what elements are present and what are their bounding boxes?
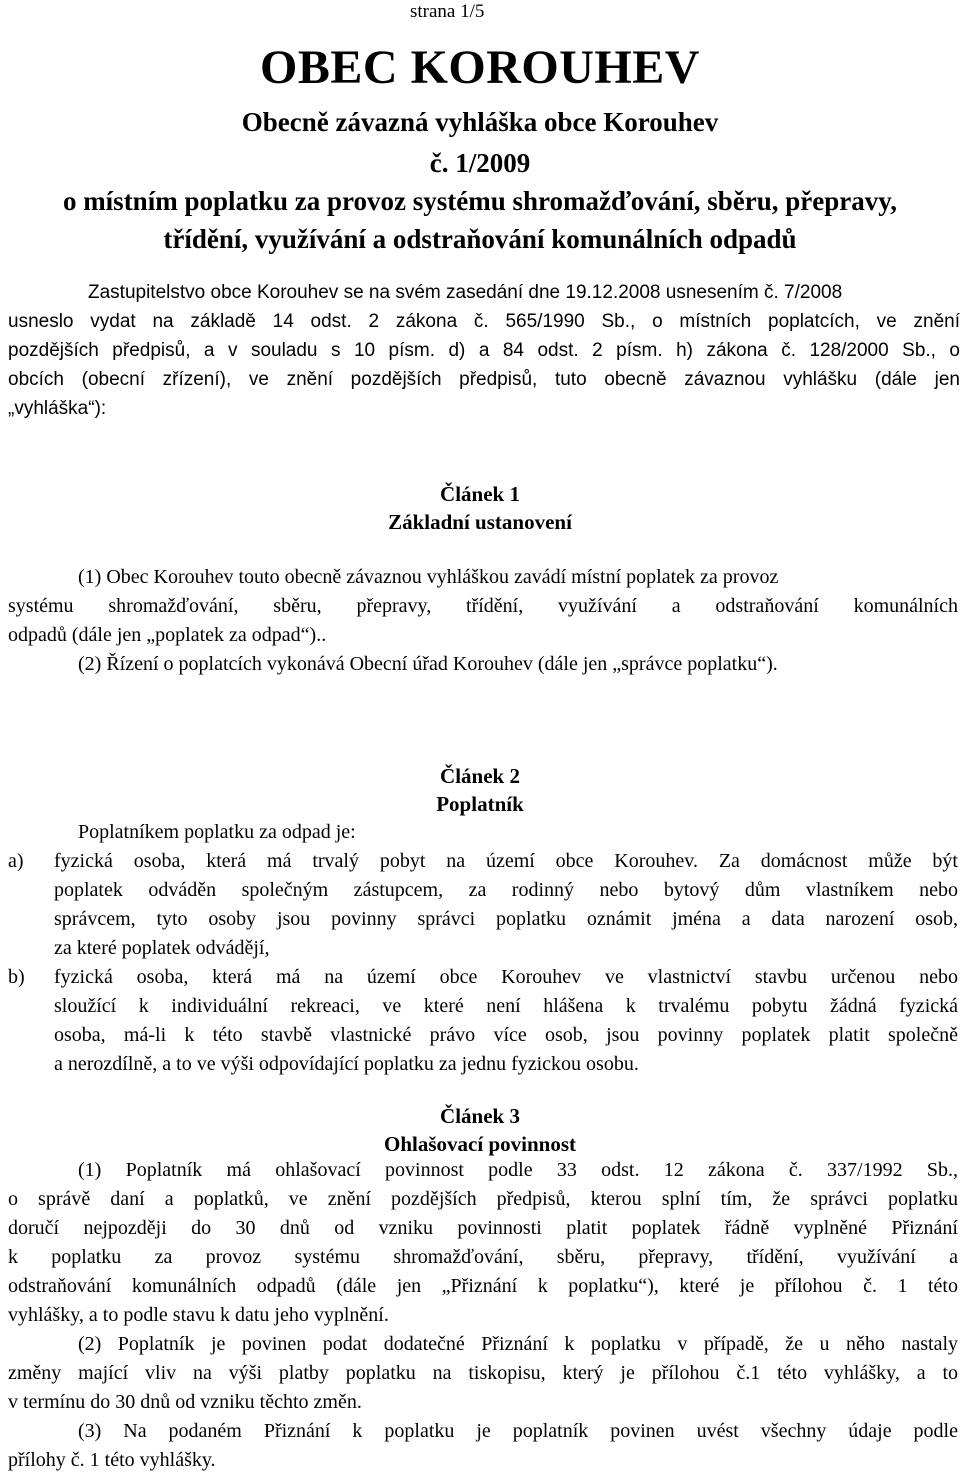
intro-paragraph	[8, 278, 960, 423]
article-3-line: k poplatku za provoz systému shromažďování, sběru, přepravy, třídění, využívání a	[8, 1246, 958, 1268]
article-1-line: systému shromažďování, sběru, přepravy, třídění, využívání a odstraňování komunálních	[8, 595, 958, 617]
list-line: a nerozdílně, a to ve výši odpovídající poplatku za jednu fyzickou osobu.	[54, 1053, 639, 1075]
regulation-number: č. 1/2009	[429, 148, 531, 178]
list-marker: b)	[8, 966, 25, 988]
document-subtitle: Obecně závazná vyhláška obce Korouhev	[241, 107, 719, 137]
regulation-heading	[10, 144, 950, 258]
article-2-label: Článek 2	[440, 764, 520, 788]
article-2-title: Poplatník	[436, 792, 524, 816]
list-line: osoba, má-li k této stavbě vlastnické právo více osob, jsou povinny poplatek platit společně	[54, 1024, 958, 1046]
article-3-line: odstraňování komunálních odpadů (dále jen „Přiznání k poplatku“), které je přílohou č. 1 této	[8, 1275, 958, 1297]
article-2-body	[8, 818, 958, 1079]
article-1-line: (2) Řízení o poplatcích vykonává Obecní úřad Korouhev (dále jen „správce poplatku“).	[78, 653, 778, 675]
article-3-label: Článek 3	[440, 1104, 520, 1128]
list-line: správcem, tyto osoby jsou povinny správci poplatku oznámit jména a data narození osob,	[54, 908, 958, 930]
intro-line: „vyhláška“):	[8, 398, 107, 419]
list-line: sloužící k individuální rekreaci, ve které není hlášena k trvalému pobytu žádná fyzická	[54, 995, 958, 1017]
article-3-heading	[0, 1102, 960, 1158]
article-3-line: přílohy č. 1 této vyhlášky.	[8, 1449, 216, 1471]
article-1-body	[8, 563, 958, 679]
article-3-body	[8, 1156, 958, 1475]
list-line: fyzická osoba, která má na území obce Korouhev ve vlastnictví stavbu určenou nebo	[54, 966, 958, 988]
list-line: poplatek odváděn společným zástupcem, za rodinný nebo bytový dům vlastníkem nebo	[54, 879, 958, 901]
article-3-line: (3) Na podaném Přiznání k poplatku je poplatník povinen uvést všechny údaje podle	[78, 1420, 958, 1442]
list-item	[8, 847, 958, 963]
article-3-line: doručí nejpozději do 30 dnů od vzniku povinnosti platit poplatek řádně vyplněné Přiznání	[8, 1217, 958, 1239]
article-3-line: změny mající vliv na výši platby poplatku na tiskopisu, který je přílohou č.1 této vyhlášky, a to	[8, 1362, 958, 1384]
list-item	[8, 963, 958, 1079]
article-3-title: Ohlašovací povinnost	[384, 1132, 576, 1156]
article-1-title: Základní ustanovení	[388, 510, 572, 534]
article-3-line: vyhlášky, a to podle stavu k datu jeho vyplnění.	[8, 1304, 389, 1326]
article-1-line: odpadů (dále jen „poplatek za odpad“)..	[8, 624, 327, 646]
list-line: fyzická osoba, která má trvalý pobyt na území obce Korouhev. Za domácnost může být	[54, 850, 958, 872]
article-1-heading	[0, 480, 960, 536]
page-number: strana 1/5	[410, 1, 485, 22]
regulation-title-line-2: třídění, využívání a odstraňování komunálních odpadů	[163, 224, 797, 254]
article-1-line: (1) Obec Korouhev touto obecně závaznou vyhláškou zavádí místní poplatek za provoz	[78, 566, 779, 588]
intro-line: Zastupitelstvo obce Korouhev se na svém zasedání dne 19.12.2008 usnesením č. 7/2008	[88, 282, 843, 303]
article-3-line: v termínu do 30 dnů od vzniku těchto změn.	[8, 1391, 362, 1413]
intro-line: pozdějších předpisů, a v souladu s 10 písm. d) a 84 odst. 2 písm. h) zákona č. 128/2000 Sb., o	[8, 340, 960, 361]
list-line: za které poplatek odvádějí,	[54, 937, 270, 959]
intro-line: usneslo vydat na základě 14 odst. 2 zákona č. 565/1990 Sb., o místních poplatcích, ve znění	[8, 311, 960, 332]
article-1-label: Článek 1	[440, 482, 520, 506]
regulation-title-line-1: o místním poplatku za provoz systému shromažďování, sběru, přepravy,	[62, 186, 898, 216]
list-marker: a)	[8, 850, 24, 872]
article-3-line: (1) Poplatník má ohlašovací povinnost podle 33 odst. 12 zákona č. 337/1992 Sb.,	[78, 1159, 958, 1181]
article-2-heading	[0, 762, 960, 818]
intro-line: obcích (obecní zřízení), ve znění pozdějších předpisů, tuto obecně závaznou vyhlášku (dále jen	[8, 369, 960, 390]
document-title: OBEC KOROUHEV	[260, 41, 700, 94]
article-3-line: (2) Poplatník je povinen podat dodatečné Přiznání k poplatku v případě, že u něho nastaly	[78, 1333, 958, 1355]
article-2-lead: Poplatníkem poplatku za odpad je:	[78, 821, 356, 843]
article-3-line: o správě daní a poplatků, ve znění pozdějších předpisů, kterou splní tím, že správci poplatku	[8, 1188, 958, 1210]
